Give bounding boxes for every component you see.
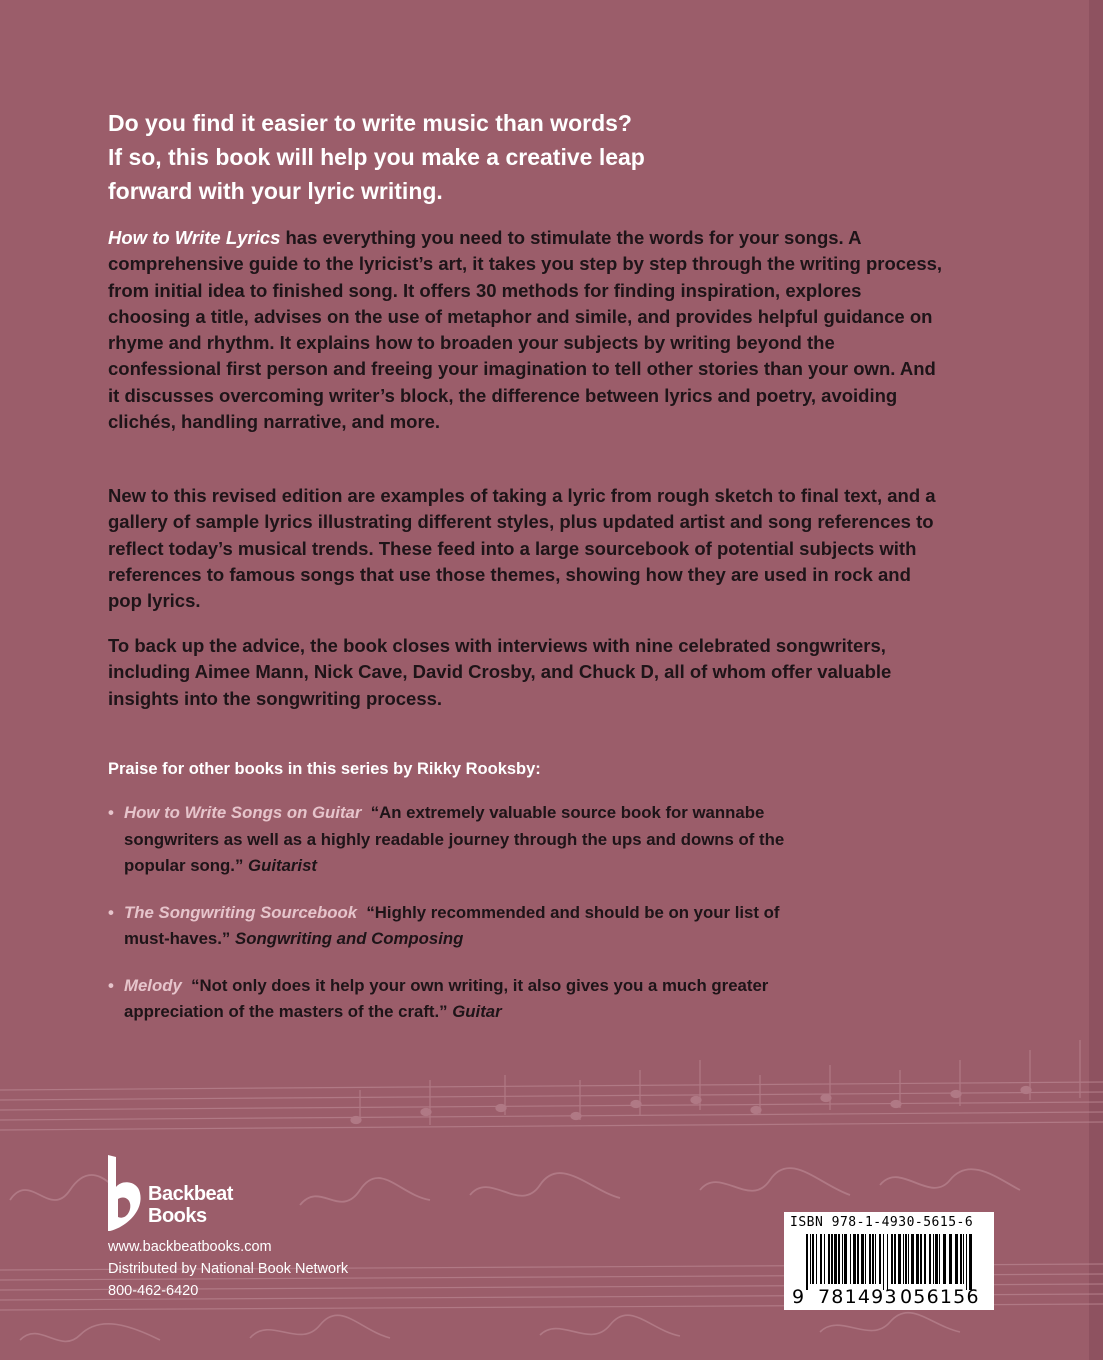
barcode-bar bbox=[844, 1234, 847, 1284]
description-paragraph-3: To back up the advice, the book closes with interviews with nine celebrated songwriters, including Aimee Mann, Nick Cave, David Crosby, and Chuck D, all of whom offer valuable insights into the songwriting process. bbox=[108, 635, 892, 709]
isbn-barcode bbox=[784, 1212, 994, 1310]
barcode-bar bbox=[810, 1234, 811, 1284]
description-paragraph-1 bbox=[108, 225, 943, 435]
barcode-bar bbox=[850, 1234, 851, 1284]
praise-quote: “Highly recommended and should be on your list of must-haves.” bbox=[124, 902, 780, 948]
barcode-bar bbox=[963, 1234, 964, 1284]
barcode-bar bbox=[838, 1234, 840, 1284]
barcode-bar bbox=[955, 1234, 958, 1284]
praise-list bbox=[108, 800, 808, 1046]
barcode-bar bbox=[905, 1234, 907, 1284]
backbeat-logo-icon bbox=[108, 1155, 146, 1233]
barcode-digit-first: 9 bbox=[792, 1286, 806, 1308]
barcode-bar bbox=[908, 1234, 909, 1284]
barcode-bar bbox=[935, 1234, 938, 1284]
barcode-bar bbox=[812, 1234, 814, 1284]
barcode-bar bbox=[879, 1234, 881, 1284]
barcode-bar bbox=[834, 1234, 837, 1284]
barcode-bar bbox=[891, 1234, 893, 1284]
publisher-website[interactable]: www.backbeatbooks.com bbox=[108, 1239, 272, 1255]
praise-quote: “Not only does it help your own writing, it also gives you a much greater appreciation of the masters of the craft.” bbox=[124, 975, 769, 1021]
barcode-bar bbox=[816, 1234, 817, 1284]
barcode-bar bbox=[806, 1234, 808, 1290]
barcode-bar bbox=[820, 1234, 822, 1284]
barcode-bar bbox=[831, 1234, 833, 1284]
barcode-bar bbox=[949, 1234, 952, 1284]
praise-book-title: How to Write Songs on Guitar bbox=[124, 803, 362, 822]
praise-item bbox=[108, 973, 808, 1026]
praise-book-title: The Songwriting Sourcebook bbox=[124, 902, 358, 922]
barcode-bar bbox=[916, 1234, 919, 1284]
praise-heading: Praise for other books in this series by Rikky Rooksby: bbox=[108, 760, 541, 778]
book-title: How to Write Lyrics bbox=[108, 227, 281, 248]
praise-book-title: Melody bbox=[124, 975, 182, 995]
barcode-bar bbox=[911, 1234, 914, 1284]
praise-quote: “An extremely valuable source book for wannabe songwriters as well as a highly readable journey through the ups and downs of the popular song.” bbox=[124, 803, 785, 875]
logo-text-line-1: Backbeat bbox=[148, 1183, 233, 1205]
description-text-1: has everything you need to stimulate the words for your songs. A comprehensive guide to the lyricist’s art, it takes you step by step through the writing process, from initial idea to finished song. It offers 30 methods for finding inspiration, explores choosing a title, advises on the use of metaphor and simile, and provides helpful guidance on rhyme and rhythm. It explains how to broaden your subjects by writing beyond the confessional first person and freeing your imagination to tell other stories than your own. And it discusses overcoming writer’s block, the difference between lyrics and poetry, avoiding clichés, handling narrative, and more. bbox=[108, 227, 943, 433]
barcode-bar bbox=[828, 1234, 830, 1284]
publisher-logo bbox=[108, 1155, 258, 1235]
barcode-bar bbox=[857, 1234, 859, 1284]
description-paragraph-2: New to this revised edition are examples of taking a lyric from rough sketch to final text, and a gallery of sample lyrics illustrating different styles, plus updated artist and song references to reflect today’s musical trends. These feed into a large sourcebook of potential subjects with references to famous songs that use those themes, showing how they are used in rock and pop lyrics. bbox=[108, 485, 936, 612]
barcode-bar bbox=[872, 1234, 874, 1284]
isbn-label: ISBN 978-1-4930-5615-6 bbox=[790, 1215, 974, 1230]
praise-item bbox=[108, 900, 808, 953]
praise-source: Guitarist bbox=[248, 856, 318, 875]
barcode-bar bbox=[887, 1234, 888, 1290]
barcode-bar bbox=[903, 1234, 904, 1284]
barcode-bar bbox=[894, 1234, 896, 1284]
logo-text-line-2: Books bbox=[148, 1205, 207, 1227]
barcode-bar bbox=[933, 1234, 934, 1284]
publisher-phone: 800-462-6420 bbox=[108, 1283, 199, 1299]
headline-line-2: If so, this book will help you make a creative leap bbox=[108, 144, 645, 170]
publisher-distributor: Distributed by National Book Network bbox=[108, 1261, 349, 1277]
bullet-icon: • bbox=[108, 902, 114, 922]
barcode-bar bbox=[861, 1234, 864, 1284]
barcode-bar bbox=[842, 1234, 843, 1284]
barcode-bar bbox=[943, 1234, 946, 1284]
barcode-bar bbox=[883, 1234, 884, 1290]
headline bbox=[108, 106, 928, 208]
barcode-bar bbox=[865, 1234, 866, 1284]
barcode-bar bbox=[924, 1234, 926, 1284]
publisher-info bbox=[108, 1236, 348, 1302]
barcode-bar bbox=[824, 1234, 825, 1284]
praise-source: Guitar bbox=[452, 1002, 502, 1021]
barcode-bar bbox=[898, 1234, 901, 1284]
barcode-bar bbox=[875, 1234, 876, 1284]
barcode-bar bbox=[939, 1234, 940, 1284]
barcode-bar bbox=[853, 1234, 856, 1284]
praise-item bbox=[108, 800, 808, 880]
barcode-bar bbox=[929, 1234, 931, 1284]
barcode-bar bbox=[920, 1234, 922, 1284]
barcode-bar bbox=[869, 1234, 871, 1284]
bullet-icon: • bbox=[108, 975, 114, 995]
barcode-bar bbox=[966, 1234, 967, 1290]
praise-source: Songwriting and Composing bbox=[235, 929, 464, 948]
barcode-bars bbox=[806, 1234, 976, 1290]
barcode-bar bbox=[960, 1234, 962, 1284]
bullet-icon: • bbox=[108, 803, 114, 822]
barcode-digits-group-2: 056156 bbox=[900, 1286, 980, 1308]
headline-line-1: Do you find it easier to write music than words? bbox=[108, 110, 632, 136]
barcode-digits-group-1: 781493 bbox=[818, 1286, 898, 1308]
barcode-bar bbox=[969, 1234, 972, 1290]
headline-line-3: forward with your lyric writing. bbox=[108, 178, 443, 204]
